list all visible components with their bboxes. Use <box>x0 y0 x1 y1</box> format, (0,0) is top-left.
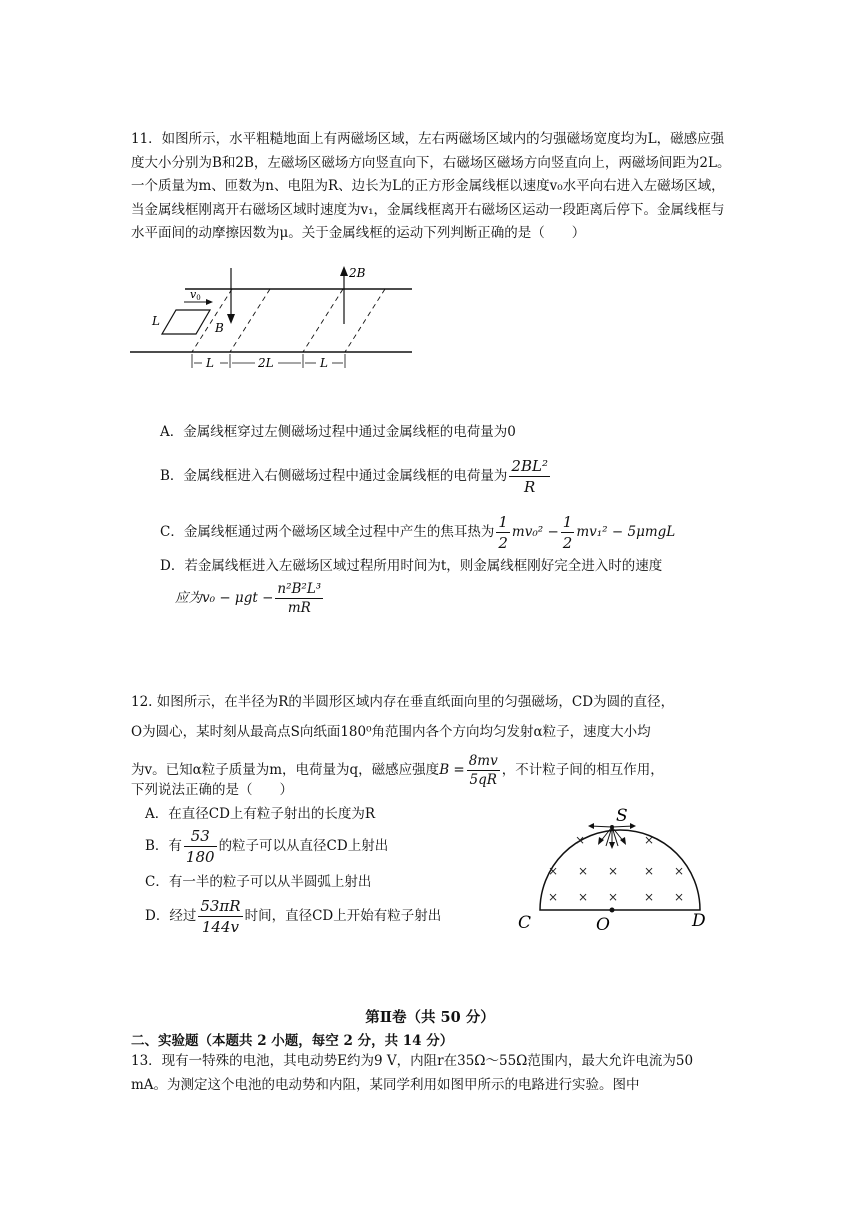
svg-text:×: × <box>674 890 685 904</box>
q11-option-b: B．金属线框进入右侧磁场过程中通过金属线框的电荷量为 $\frac{\text{2BL²}}{R}$ <box>160 457 548 496</box>
svg-text:×: × <box>644 890 655 904</box>
q12-option-b: B．有 $\frac{53}{180}$ 的粒子可以从直径CD上射出 <box>145 827 389 866</box>
q11-dim-L2: L <box>320 356 328 370</box>
q11-option-d-line1: D．若金属线框进入左磁场区域过程所用时间为t，则金属线框刚好完全进入时的速度 <box>160 558 663 574</box>
svg-text:×: × <box>608 864 619 878</box>
q12-line1: 12. 如图所示，在半径为R的半圆形区域内存在垂直纸面向里的匀强磁场，CD为圆的直径， <box>131 694 675 710</box>
q11-option-c: C．金属线框通过两个磁场区域全过程中产生的焦耳热为 $\frac{1}{2}$ mv₀² − $\frac{1}{2}$ mv₁² − 5μmgL <box>160 513 676 552</box>
svg-text:×: × <box>548 890 559 904</box>
q12-option-a: A．在直径CD上有粒子射出的长度为R <box>145 806 376 822</box>
svg-text:×: × <box>644 833 655 847</box>
section-title: 第Ⅱ卷（共 50 分） <box>365 1009 495 1026</box>
q13-text: 13．现有一特殊的电池，其电动势E约为9 V，内阻r在35Ω～55Ω范围内，最大允许电流为50 mA。为测定这个电池的电动势和内阻，某同学利用如图甲所示的电路进行实验。图中 <box>131 1053 694 1093</box>
q12-label-S: S <box>616 806 628 826</box>
svg-text:×: × <box>674 864 685 878</box>
q12-label-C: C <box>518 913 532 933</box>
svg-text:×: × <box>608 890 619 904</box>
q11-label-v0: v0 <box>190 288 201 302</box>
svg-text:×: × <box>644 864 655 878</box>
q12-line4: 下列说法正确的是（ ） <box>131 782 293 798</box>
q11-option-d-line2: 应为v₀ − μgt − $\frac{\text{n²B²L³}}{mR}$ <box>175 581 322 616</box>
q11-dim-L1: L <box>206 356 214 370</box>
q11-label-B: B <box>215 321 224 335</box>
q12-line2: O为圆心，某时刻从最高点S向纸面180⁰角范围内各个方向均匀发射α粒子，速度大小均 <box>131 724 651 740</box>
q12-option-c: C．有一半的粒子可以从半圆弧上射出 <box>145 874 372 890</box>
q11-stem: 11．如图所示，水平粗糙地面上有两磁场区域，左右两磁场区域内的匀强磁场宽度均为L，磁感应强度大小分别为B和2B，左磁场区磁场方向竖直向下，右磁场区磁场方向竖直向上，两磁场间距为2L。一个质量为m、匝数为n、电阻为R、边长为L的正方形金属线框以速度v₀水平向右进入左磁场区域，当金属线框刚离开右磁场区域时速度为v₁，金属线框离开右磁场区运动一段距离后停下。金属线框与水平面间的动摩擦因数为μ。关于金属线框的运动下列判断正确的是（ ） <box>131 131 731 241</box>
section-heading: 二、实验题（本题共 2 小题，每空 2 分，共 14 分） <box>131 1033 454 1049</box>
q12-option-d: D．经过 $\frac{53\pi R}{144v}$ 时间，直径CD上开始有粒子射出 <box>145 897 442 936</box>
q11-dim-2L: 2L <box>258 356 274 370</box>
q12-line3: 为v。已知α粒子质量为m，电荷量为q，磁感应强度B = $\frac{8mv}{5qR}$ ，不计粒子间的相互作用， <box>131 753 664 788</box>
q12-diagram <box>508 800 728 935</box>
q11-diagram <box>128 262 418 374</box>
q11-label-2B: 2B <box>349 266 366 280</box>
svg-text:×: × <box>578 864 589 878</box>
q11-option-a: A．金属线框穿过左侧磁场过程中通过金属线框的电荷量为0 <box>160 424 516 440</box>
svg-text:×: × <box>548 864 559 878</box>
q12-label-O: O <box>596 915 610 935</box>
svg-text:×: × <box>578 890 589 904</box>
q12-label-D: D <box>692 911 706 931</box>
svg-text:×: × <box>575 833 586 847</box>
q11-label-L: L <box>152 314 160 328</box>
